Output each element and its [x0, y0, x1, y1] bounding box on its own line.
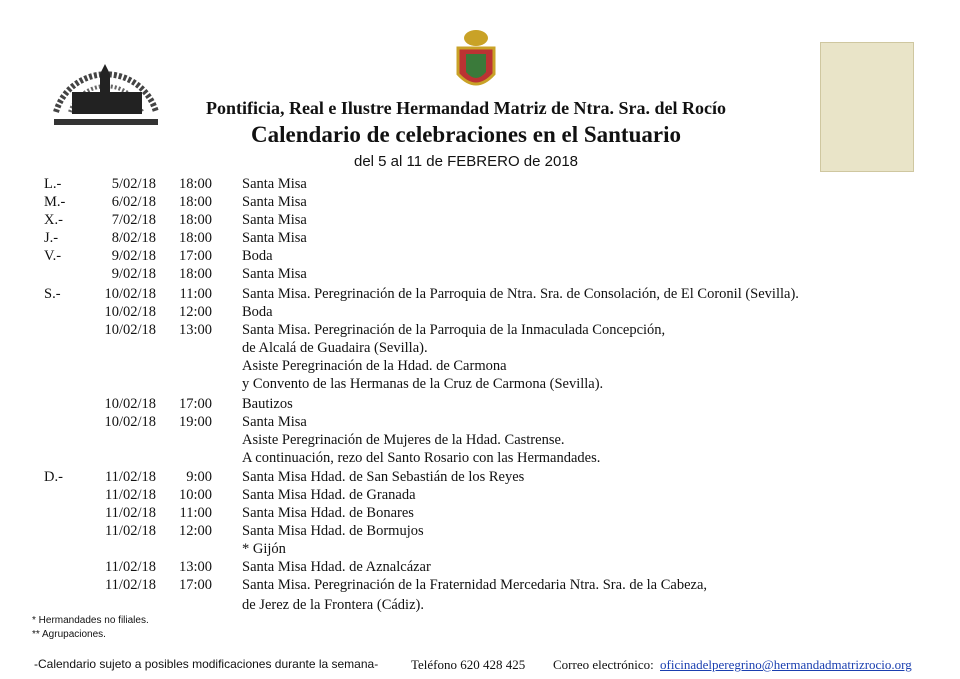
- row-text: Santa Misa. Peregrinación de la Parroquia de Ntra. Sra. de Consolación, de El Coronil (Sevilla).: [242, 286, 799, 302]
- row-date: 6/02/18: [111, 194, 156, 210]
- row-date: 11/02/18: [104, 469, 156, 485]
- row-time: 18:00: [178, 212, 212, 228]
- hermandad-crest: [452, 28, 500, 96]
- row-time: 13:00: [178, 559, 212, 575]
- row-text: Santa Misa Hdad. de Granada: [242, 487, 416, 503]
- row-date: 10/02/18: [104, 286, 156, 302]
- row-date: 9/02/18: [111, 266, 156, 282]
- row-time: 17:00: [178, 248, 212, 264]
- row-day: M.-: [44, 194, 66, 210]
- row-time: 13:00: [178, 322, 212, 338]
- footer: [0, 657, 960, 675]
- row-time: 18:00: [178, 230, 212, 246]
- row-text: Santa Misa: [242, 212, 307, 228]
- date-range-subtitle: del 5 al 11 de FEBRERO de 2018: [353, 153, 579, 170]
- email-label: Correo electrónico:: [553, 657, 654, 672]
- row-text: Santa Misa. Peregrinación de la Parroquia de la Inmaculada Concepción,: [242, 322, 666, 338]
- row-text: de Jerez de la Frontera (Cádiz).: [242, 597, 424, 613]
- row-text: y Convento de las Hermanas de la Cruz de Carmona (Sevilla).: [242, 376, 604, 392]
- row-time: 12:00: [178, 523, 212, 539]
- calendar-title: Calendario de celebraciones en el Santuario: [251, 122, 681, 147]
- row-time: 19:00: [178, 414, 212, 430]
- row-text: Boda: [242, 248, 273, 264]
- note-no-filiales: * Hermandades no filiales.: [32, 615, 149, 626]
- row-day: J.-: [44, 230, 59, 246]
- disclaimer: -Calendario sujeto a posibles modificaciones durante la semana-: [34, 657, 379, 671]
- row-text: Santa Misa: [242, 230, 307, 246]
- row-day: X.-: [44, 212, 63, 228]
- row-date: 8/02/18: [111, 230, 156, 246]
- row-date: 11/02/18: [104, 523, 156, 539]
- brotherhood-title: Pontificia, Real e Ilustre Hermandad Matriz de Ntra. Sra. del Rocío: [205, 98, 727, 118]
- row-time: 12:00: [178, 304, 212, 320]
- row-text: de Alcalá de Guadaira (Sevilla).: [242, 340, 428, 356]
- row-text: Boda: [242, 304, 273, 320]
- row-text: Asiste Peregrinación de Mujeres de la Hdad. Castrense.: [242, 432, 565, 448]
- row-text: * Gijón: [242, 541, 286, 557]
- row-date: 7/02/18: [111, 212, 156, 228]
- row-date: 11/02/18: [104, 505, 156, 521]
- row-text: Santa Misa: [242, 176, 307, 192]
- row-text: Santa Misa Hdad. de Bormujos: [242, 523, 424, 539]
- note-agrupaciones: ** Agrupaciones.: [32, 629, 106, 640]
- row-day: L.-: [44, 176, 62, 192]
- row-day: D.-: [44, 469, 63, 485]
- row-time: 17:00: [178, 577, 212, 593]
- row-text: Santa Misa. Peregrinación de la Fraternidad Mercedaria Ntra. Sra. de la Cabeza,: [242, 577, 708, 593]
- row-text: Bautizos: [242, 396, 293, 412]
- email-link[interactable]: oficinadelperegrino@hermandadmatrizrocio.org: [660, 657, 912, 672]
- row-date: 10/02/18: [104, 414, 156, 430]
- row-text: Santa Misa Hdad. de Aznalcázar: [242, 559, 431, 575]
- row-time: 18:00: [178, 266, 212, 282]
- row-date: 10/02/18: [104, 396, 156, 412]
- row-time: 17:00: [178, 396, 212, 412]
- row-text: Santa Misa: [242, 266, 307, 282]
- row-time: 11:00: [179, 286, 212, 302]
- row-date: 11/02/18: [104, 577, 156, 593]
- row-date: 10/02/18: [104, 304, 156, 320]
- row-time: 9:00: [186, 469, 212, 485]
- row-date: 5/02/18: [111, 176, 156, 192]
- row-text: Asiste Peregrinación de la Hdad. de Carmona: [242, 358, 507, 374]
- row-text: Santa Misa Hdad. de Bonares: [242, 505, 414, 521]
- row-time: 11:00: [179, 505, 212, 521]
- row-date: 11/02/18: [104, 487, 156, 503]
- row-time: 18:00: [178, 176, 212, 192]
- row-time: 10:00: [178, 487, 212, 503]
- row-text: Santa Misa: [242, 194, 307, 210]
- row-time: 18:00: [178, 194, 212, 210]
- row-day: V.-: [44, 248, 62, 264]
- row-text: Santa Misa: [242, 414, 307, 430]
- row-date: 11/02/18: [104, 559, 156, 575]
- row-date: 10/02/18: [104, 322, 156, 338]
- row-date: 9/02/18: [111, 248, 156, 264]
- row-text: Santa Misa Hdad. de San Sebastián de los Reyes: [242, 469, 525, 485]
- row-day: S.-: [44, 286, 61, 302]
- row-text: A continuación, rezo del Santo Rosario con las Hermandades.: [242, 450, 601, 466]
- phone: Teléfono 620 428 425: [411, 657, 526, 672]
